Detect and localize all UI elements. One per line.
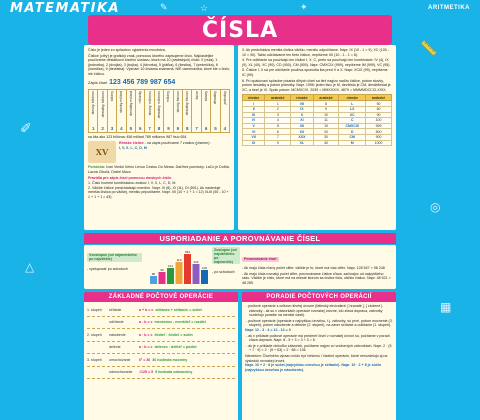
place-digit: 1 xyxy=(91,125,95,131)
ops-name: odčítanie xyxy=(109,320,124,325)
ops-equation xyxy=(139,320,235,324)
ops-terms: menšenec - menšiteľ = rozdiel xyxy=(154,320,206,325)
ascending-item: - vystupovať po schodoch xyxy=(87,267,129,271)
place-name: stovky miliárd xyxy=(119,90,124,113)
table-cell: 100 xyxy=(366,118,392,124)
place-name: desiatky xyxy=(213,90,218,104)
rule-5: 5. Číslice I, X sa pre odčítanie používa spravidla iba pred V a X. Napr. XCIX (99), nepíšeme IC (99). xyxy=(242,68,388,77)
table-cell: VI xyxy=(243,129,265,135)
place-name: tisíce xyxy=(194,90,199,99)
table-cell: 9 xyxy=(265,140,291,146)
ops-formula: a · b = c xyxy=(139,332,153,337)
rule-1: 1. Číslo tvoríme kombináciou znakov I, V, X, L, C, D, M. xyxy=(88,180,177,185)
table-cell: 30 xyxy=(313,134,339,140)
place-column xyxy=(89,90,98,132)
place-name: desiatky miliónov xyxy=(157,90,162,118)
table-cell: VII xyxy=(243,134,265,140)
order-title-text: PORADIE POČTOVÝCH OPERÁCIÍ xyxy=(266,294,372,300)
place-name: stovky xyxy=(204,90,209,101)
table-cell: 8 xyxy=(313,101,339,107)
ops-section-title xyxy=(84,292,238,302)
ops-equation xyxy=(139,370,235,374)
ops-formula: a : b = c xyxy=(139,345,153,350)
order-bullet-2: - počtové operácie (operácie s najvyššou úrovňou, t.j. zátvorky, sú prvé, potom mocnenie (3. stupeň), potom násobenie a delenie (2. stupeň), na záver sčítanie a odčítanie (1. stupeň). xyxy=(246,318,393,328)
ops-formula: a + b = c xyxy=(139,307,154,312)
place-name: milióny xyxy=(166,90,171,102)
table-cell: I xyxy=(243,101,265,107)
place-column xyxy=(127,90,136,132)
roman-rules-panel xyxy=(238,45,396,230)
ops-terms: 36 hodnota mocniny xyxy=(152,357,188,362)
stair-bar xyxy=(159,272,166,284)
place-digit: 9 xyxy=(167,125,170,131)
rule-3: 3. Ak predchádza menšia číslica väčšiu, menšiu odpočítame. Napr. IX (10 - 1 = 9), XC (100 - 10 = 90). Takto odčítavame len tieto číslice, nepíšeme IIX (10 - 1 - 1 = 8). xyxy=(242,48,389,57)
place-digit: 8 xyxy=(157,125,161,131)
place-column xyxy=(221,90,229,132)
order-bullet-3: - ak v príklade počtové operácie má predmeť čísel v rovnakej úrovni sú, počítame v poradí zľava doprava. Napr. 8 - 5 + 3 = 3 + 3 = 6 xyxy=(246,333,390,343)
place-digit: 4 xyxy=(223,125,227,131)
ops-terms: činiteľ · činiteľ = súčin xyxy=(154,332,193,337)
page-title: ČÍSLA xyxy=(201,17,279,43)
table-cell: 900 xyxy=(366,134,392,140)
table-cell: IV xyxy=(243,118,265,124)
table-cell: XXX xyxy=(291,134,313,140)
order-panel xyxy=(242,302,396,420)
ops-row xyxy=(87,304,235,317)
stair-bar xyxy=(201,270,208,284)
stair-label: 90 xyxy=(160,268,164,272)
intro-digits-text: Číslice (cifry) je grafický znak, pomocou ktorého zapisujeme číslo. Najčastejšie používame desiatkovú číselnú sústavu, ktorá má 10 (arabských) číslic: 0 (nula), 1 (jednotka), 2 (dvojka), 3 (trojka), 4 (štvorka), 5 (päťka), 6 (šestka), 7 (sedmička), 8 (osmička), 9 (deviatka). Význam 10 číslama znamená, NIE osemnáctka, ktoré ide o číslo, nie číslicu. xyxy=(88,53,231,76)
table-cell: V xyxy=(243,123,265,129)
place-column xyxy=(117,90,126,132)
table-cell: 2 xyxy=(265,106,291,112)
compare-title-text: USPORIADANIE A POROVNÁVANIE ČÍSEL xyxy=(159,234,321,243)
descending-item: - po schodoch xyxy=(212,269,235,274)
table-cell: C xyxy=(339,118,366,124)
ascending-label: Vzostupne (od najmenšieho po najväčšie) xyxy=(87,253,142,262)
lightbulb-icon: ✦ xyxy=(300,2,308,12)
place-name: stovky miliónov xyxy=(147,90,152,115)
title-banner xyxy=(88,15,392,45)
stair-label: 100 xyxy=(201,266,208,270)
roman-section xyxy=(88,141,230,163)
table-cell: 60 xyxy=(366,106,392,112)
ops-title-text: ZÁKLADNÉ POČTOVÉ OPERÁCIE xyxy=(108,294,214,300)
rule-6: 6. Pri opakovaní spôsobe písania dlhých čísel sa tiež nagizo nad/to číslice, potom stovky, potom desiatky a potom jednotky. Napr. 1996: jeden tisíc je M, deväťsto je CM, deväťdesiat je XC, a šesť je VI. Spolu potom: MCMXCVI. 2039 = MMXXXIX, 4879 = MMMMDCCCLXXIX. xyxy=(242,78,391,92)
place-name: stovky tisícov xyxy=(175,90,180,112)
roman-title: Rímske číslice xyxy=(119,141,144,146)
stair-bar xyxy=(184,254,191,284)
ops-name: sčítanie xyxy=(109,307,122,312)
stair-bar xyxy=(150,276,157,284)
sample-caption: sa čita ako 123 biliónov 456 miliárd 789 miliónov 987 tisíc 654 xyxy=(88,134,187,139)
place-digit: 9 xyxy=(176,125,180,131)
table-header-cell: rímske xyxy=(291,95,313,101)
pencil-icon: ✎ xyxy=(160,2,168,12)
table-cell: 3 xyxy=(265,112,291,118)
stair-bar xyxy=(167,268,174,284)
place-column xyxy=(164,90,173,132)
roman-arabic-table xyxy=(242,94,392,146)
table-cell: 999 xyxy=(366,123,392,129)
place-digit: 6 xyxy=(204,125,208,131)
sample-label: Zápis čísel xyxy=(88,79,108,85)
place-column xyxy=(136,90,145,132)
rule-2: 2. Väčšie číslice predchádzajú menším. Napr. VI (6), XI (11), DI (501). Ak nasleduje menšia číslica po väčšej, menšiu pripočítame. Napr. XII (10 + 1 + 1 = 12) XLIII (50 - 10 + 1 + 1 + 1 = 43). xyxy=(88,185,229,199)
table-cell: 10 xyxy=(313,112,339,118)
place-digit: 5 xyxy=(129,125,133,131)
stair-bar xyxy=(176,262,183,284)
place-name: desiatky miliárd xyxy=(128,90,133,116)
place-digit: 8 xyxy=(186,125,189,131)
ops-row xyxy=(87,354,235,367)
table-cell: 19 xyxy=(313,123,339,129)
table-cell: CM xyxy=(339,134,366,140)
table-header-cell: rímske xyxy=(243,95,265,101)
ops-row xyxy=(87,317,235,330)
table-cell: 5 xyxy=(265,123,291,129)
stair-label: 110 xyxy=(176,258,182,262)
stair-label: 86 xyxy=(151,272,156,276)
table-cell: D xyxy=(339,129,366,135)
place-column xyxy=(145,90,154,132)
comparison-rule-1: - Ak majú čísla rôzny počet cifier, väčšie je to, ktoré má viac cifier. Napr. 128 547 > 98 248 xyxy=(242,266,385,270)
ops-formula: √125 = 5 xyxy=(139,370,154,375)
ops-stage: 2. stupeň xyxy=(87,332,102,337)
table-cell: 6 xyxy=(265,129,291,135)
intro-panel xyxy=(84,45,234,230)
ops-terms: 5 hodnota odmocniny xyxy=(155,370,193,375)
rules-title: Pravidlá pre zápis čísel pomocou rímskych číslic xyxy=(88,176,172,181)
table-cell: II xyxy=(243,106,265,112)
place-digit: 7 xyxy=(195,125,198,131)
star-icon: ☆ xyxy=(200,3,209,13)
ops-stage: 3. stupeň xyxy=(87,357,102,362)
place-column xyxy=(183,90,192,132)
place-digit: 5 xyxy=(214,125,217,131)
stair-bar xyxy=(193,264,200,284)
ops-equation xyxy=(139,345,235,349)
ops-row xyxy=(87,342,235,355)
ops-equation xyxy=(139,308,235,312)
table-header-cell: rímske xyxy=(339,95,366,101)
ops-name: umocňovanie xyxy=(109,357,131,362)
roman-letters: I, V, X, L, C, D, M xyxy=(119,145,147,150)
roman-text: - na zápis používame 7 znakov (písmen): xyxy=(144,141,211,146)
table-cell: XI xyxy=(291,118,313,124)
place-name: desiatky tisícov xyxy=(185,90,190,115)
place-column xyxy=(174,90,183,132)
table-cell: X xyxy=(291,112,313,118)
place-name: stovky biliónov xyxy=(91,90,96,114)
table-cell: IX xyxy=(243,140,265,146)
ops-formula: 6² = 36 xyxy=(139,357,151,362)
table-cell: 4 xyxy=(265,118,291,124)
table-cell: IX xyxy=(291,106,313,112)
order-example-2: Napr. 10 + 2 · 8 je súčet (najvyššou úrovňou je sčítanie). Napr. 10 · 2 + 8 je súčin (najvyššou úrovňou je násobenie). xyxy=(245,363,382,372)
table-header-cell: arabské xyxy=(313,95,339,101)
subject-label: ARITMETIKA xyxy=(428,5,470,11)
table-cell: 40 xyxy=(313,140,339,146)
table-cell: CMXCIX xyxy=(339,123,366,129)
order-bullet-1: - počtové operácie s celkovo štvrtej úrovne (ľatinský ekvivalent: [ hranaté ], { zložené } zátvorky - ak sú v zátvorkách operácie rovnakej úrovne, idú zľava doprava, zátvorky rozdeľujú poradie na menšie časti). xyxy=(246,304,383,318)
calculator-icon: ▦ xyxy=(440,300,452,314)
place-column xyxy=(192,90,201,132)
table-cell: III xyxy=(243,112,265,118)
order-note: Námetom: Číselného výrazu môžu byť riešeniu / číselné operácie, ktoré nerozdelujú aj na výsledok rovnakej úrovni. xyxy=(245,353,388,363)
ascending-block xyxy=(87,247,142,272)
table-cell: 500 xyxy=(366,129,392,135)
ops-stage: 1. stupeň xyxy=(87,307,102,312)
place-column xyxy=(98,90,107,132)
table-cell: XC xyxy=(339,112,366,118)
mnemonic-text: Ivan Viedol Xéniu Levou Cestou Do Mesta. Dať/bez pomôcky: LaCo je DoMa, Lacná Cibuľa, Drahé Múzo xyxy=(88,165,230,174)
table-cell: 1 xyxy=(265,101,291,107)
table-cell: 11 xyxy=(313,118,339,124)
table-header-cell: arabské xyxy=(265,95,291,101)
sample-value: 123 456 789 987 654 xyxy=(109,78,176,86)
triangle-icon: △ xyxy=(25,260,35,274)
ops-name: odmocňovanie xyxy=(109,370,133,375)
ops-row xyxy=(87,367,235,380)
stair-label: 102 xyxy=(193,260,199,264)
comparison-block xyxy=(242,247,392,285)
intro-definition: Číslo je jeden zo spôsobov vyjadrenia množstva. xyxy=(88,48,166,52)
ops-name: násobenie xyxy=(109,332,126,337)
comparison-rule-2: - Ak majú čísla rovnaký počet cifier, porovnávame číslice zľava, začínajúc od najvyššieho rádu. Väčšie je číslo, ktoré má na mieste ktorom sa číslice líšia, väčšiu číslicu. Napr. 48 521 > 48 265 xyxy=(242,271,391,285)
ops-terms: delenec : deliteľ = podiel xyxy=(154,345,197,350)
descending-block xyxy=(212,247,240,274)
place-column xyxy=(211,90,220,132)
table-cell: LX xyxy=(339,106,366,112)
place-value-table xyxy=(88,89,230,133)
table-cell: 9 xyxy=(313,106,339,112)
order-example-1: Napr. 12 - 3 · 4 = 12 - 12 = 0 xyxy=(245,327,291,332)
table-row xyxy=(243,140,392,146)
table-cell: VII xyxy=(291,101,313,107)
sample-number xyxy=(88,79,230,87)
place-digit: 2 xyxy=(101,125,104,131)
table-cell: XX xyxy=(291,129,313,135)
place-digit: 6 xyxy=(138,125,142,131)
place-digit: 4 xyxy=(120,125,123,131)
table-cell: XII xyxy=(291,123,313,129)
table-cell: 20 xyxy=(313,129,339,135)
page-header xyxy=(0,0,480,16)
table-cell: XL xyxy=(291,140,313,146)
mnemonic-label: Pomôcka: xyxy=(88,165,106,170)
ops-name: delenie xyxy=(109,345,121,350)
ops-formula: a - b = c xyxy=(139,320,153,325)
ops-row xyxy=(87,329,235,342)
place-column xyxy=(202,90,211,132)
table-cell: L xyxy=(339,101,366,107)
place-name: jednotky xyxy=(222,90,227,104)
ops-equation xyxy=(139,333,235,337)
table-cell: 7 xyxy=(265,134,291,140)
roman-illustration: XV xyxy=(88,141,116,163)
ops-terms: sčítanec + sčítanec = súčet xyxy=(155,307,202,312)
ruler-icon: 📏 xyxy=(420,40,438,56)
order-section-title xyxy=(242,292,396,302)
table-cell: 50 xyxy=(366,101,392,107)
globe-icon: ◎ xyxy=(430,200,441,214)
comparison-title: Porovnávanie čísel xyxy=(244,257,277,261)
compass-icon: ✐ xyxy=(20,120,32,136)
compare-section-title xyxy=(84,233,396,244)
place-column xyxy=(155,90,164,132)
brand-title: MATEMATIKA xyxy=(10,0,121,16)
place-name: miliardy xyxy=(138,90,143,103)
table-cell: M xyxy=(339,140,366,146)
table-cell: 90 xyxy=(366,112,392,118)
stairs-chart xyxy=(148,249,210,287)
table-header-cell: arabské xyxy=(366,95,392,101)
place-digit: 3 xyxy=(110,125,114,131)
order-bullet-4: - ak je v príklade niekoľko zátvoriek, počítame najprv vo vnútorných zátvorkách. Napr. 2 · (5 + 7 · 9) = 2 · (5 + 63) = 2 · 68 = 136 xyxy=(246,343,392,353)
place-digit: 7 xyxy=(148,125,151,131)
place-name: desiatky biliónov xyxy=(100,90,105,117)
compare-panel xyxy=(84,245,396,289)
place-name: bilióny xyxy=(110,90,115,101)
ops-panel xyxy=(84,302,238,420)
descending-label: Zostupne (od najväčšieho po najmenšie) xyxy=(212,247,240,264)
stair-label: 652 xyxy=(184,250,191,254)
place-column xyxy=(108,90,117,132)
table-cell: 1000 xyxy=(366,140,392,146)
rule-4: 4. Pre odčítanie sa používajú len číslice I, X, C, preto sa používajú len kombinácie: IV (4), IX (9), XL (40), XC (90), CD (400), CM (900). Napr. CMXCIX (999), nepíšeme IM (999), VC (95). xyxy=(242,58,391,67)
stair-label: 101 xyxy=(167,264,174,268)
ops-equation xyxy=(139,358,235,362)
